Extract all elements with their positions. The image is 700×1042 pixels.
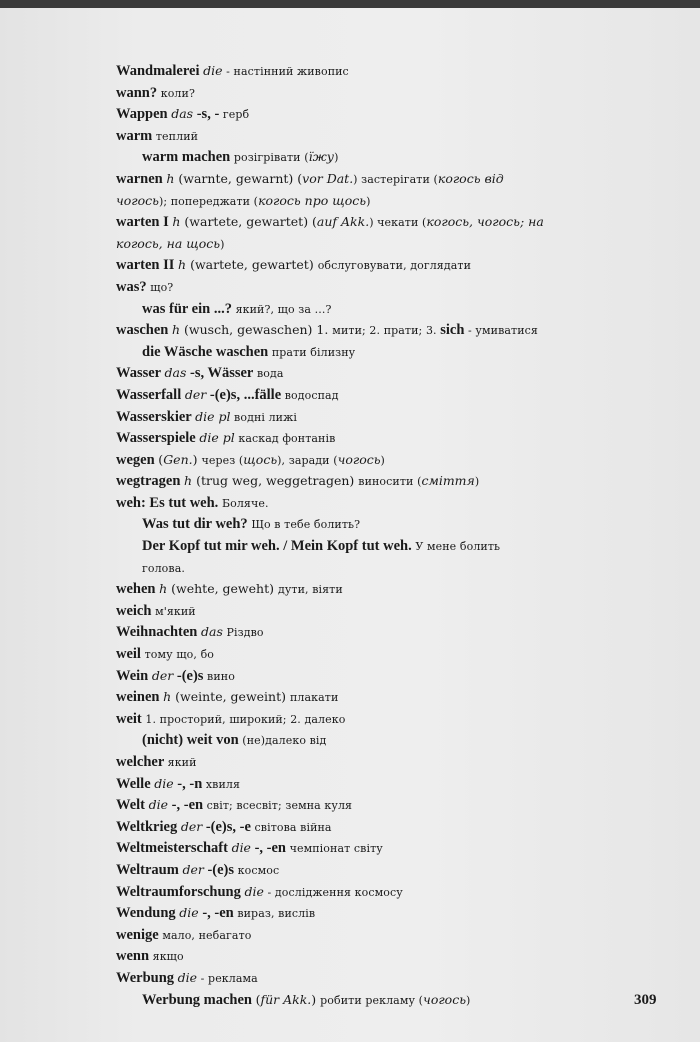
grammar-note: чогось xyxy=(116,192,159,208)
headword-text: wann? xyxy=(116,84,161,101)
entry-line xyxy=(116,61,616,83)
translation-text: ) xyxy=(192,451,202,467)
translation-text: розігрівати ( xyxy=(233,151,309,165)
translation-text: ) чекати ( xyxy=(369,216,427,230)
grammar-note: die xyxy=(154,775,174,791)
grammar-note: h xyxy=(159,581,168,597)
headword-text: welcher xyxy=(116,754,168,770)
headword-text: warnen xyxy=(116,170,167,187)
grammar-note: die pl xyxy=(199,430,235,446)
headword-text: Weltraumforschung xyxy=(116,883,245,900)
translation-text: вода xyxy=(253,367,284,381)
translation-text: дути, віяти xyxy=(277,583,343,597)
grammar-note: die xyxy=(231,840,251,856)
headword-text: Wasserspiele xyxy=(116,430,200,447)
entry-line xyxy=(116,644,616,666)
headword-text: warm xyxy=(116,127,156,144)
translation-text: (wusch, gewaschen) 1. xyxy=(180,322,333,338)
translation-text: - умиватися xyxy=(464,324,538,338)
sub-entry-line xyxy=(116,342,616,364)
translation-text: робити рекламу ( xyxy=(320,993,424,1007)
entry-line xyxy=(116,795,616,817)
entry-line xyxy=(116,255,616,277)
headword-text: -(e)s, -e xyxy=(202,818,251,835)
translation-text: плакати xyxy=(289,691,339,705)
translation-text: ) xyxy=(466,993,471,1007)
grammar-note: когось, чогось; на xyxy=(426,214,544,230)
translation-text: (weinte, geweint) xyxy=(171,689,290,705)
entry-line xyxy=(116,385,616,407)
translation-text: світ; всесвіт; земна куля xyxy=(203,799,353,813)
sub-entry-line xyxy=(116,990,616,1012)
translation-text: (не)далеко від xyxy=(242,734,327,748)
entry-line xyxy=(116,169,616,191)
grammar-note: der xyxy=(180,818,203,834)
entry-line xyxy=(116,471,616,493)
grammar-note: щось xyxy=(243,451,278,467)
sub-entry-line xyxy=(116,558,616,580)
translation-text: ) xyxy=(366,194,371,208)
entry-line xyxy=(116,450,616,472)
headword-text: die Wäsche waschen xyxy=(142,343,272,360)
translation-text: герб xyxy=(219,108,250,122)
translation-text: мало, небагато xyxy=(162,928,252,942)
translation-text: каскад фонтанів xyxy=(234,432,336,446)
headword-text: warten II xyxy=(116,257,179,274)
grammar-note: die pl xyxy=(195,408,231,424)
grammar-note: auf Akk. xyxy=(316,214,370,230)
page-number: 309 xyxy=(634,992,657,1008)
top-edge-bar xyxy=(0,0,700,8)
grammar-note: h xyxy=(184,473,193,489)
translation-text: вираз, вислів xyxy=(233,907,316,921)
sub-entry-line xyxy=(116,730,616,752)
translation-text: ) xyxy=(474,475,480,489)
headword-text: waschen xyxy=(116,322,172,339)
headword-text: sich xyxy=(440,322,465,339)
headword-text: Der Kopf tut mir weh. / Mein Kopf tut weh. xyxy=(142,538,416,555)
entry-line xyxy=(116,234,616,256)
translation-text: тому що, бо xyxy=(144,648,215,662)
translation-text: ) xyxy=(380,453,385,467)
translation-text: - настінний живопис xyxy=(222,65,349,78)
entry-line xyxy=(116,83,616,105)
translation-text: ) xyxy=(311,991,321,1007)
entry-line xyxy=(116,622,616,644)
headword-text: Wasserfall xyxy=(116,386,185,403)
translation-text: космос xyxy=(234,863,280,877)
sub-entry-line xyxy=(116,536,616,558)
headword-text: Welt xyxy=(116,797,149,814)
entry-line xyxy=(116,687,616,709)
grammar-note: їжу xyxy=(308,149,335,165)
grammar-note: für Akk. xyxy=(260,991,312,1007)
entry-line xyxy=(116,363,616,385)
translation-text: через ( xyxy=(201,453,244,467)
headword-text: weich xyxy=(116,602,156,619)
headword-text: warten I xyxy=(116,214,173,231)
headword-text: weit xyxy=(116,710,146,727)
grammar-note: die xyxy=(244,883,264,899)
translation-text: ( xyxy=(255,991,261,1007)
headword-text: -(e)s xyxy=(203,861,235,878)
sub-entry-line xyxy=(116,299,616,321)
headword-text: Wein xyxy=(116,667,152,684)
translation-text: світова війна xyxy=(250,820,332,834)
entry-line xyxy=(116,774,616,796)
headword-text: wegtragen xyxy=(116,473,185,490)
headword-text: Weltraum xyxy=(116,861,183,878)
headword-text: -(e)s, ...fälle xyxy=(206,386,282,403)
headword-text: warm machen xyxy=(142,149,234,166)
translation-text: - реклама xyxy=(197,971,258,985)
headword-text: Welle xyxy=(116,775,155,792)
grammar-note: die xyxy=(179,905,199,921)
translation-text: (wartete, gewartet) ( xyxy=(180,214,317,230)
translation-text: ) xyxy=(334,151,339,165)
headword-text: -(e)s xyxy=(173,667,204,684)
translation-text: голова. xyxy=(142,561,185,575)
translation-text: чемпіонат світу xyxy=(286,842,383,856)
grammar-note: die xyxy=(148,797,169,813)
grammar-note: das xyxy=(171,106,194,122)
grammar-note: Gen. xyxy=(163,451,193,467)
headword-text: weh: Es tut weh. xyxy=(116,494,222,511)
headword-text: wenn xyxy=(116,948,153,965)
entry-line xyxy=(116,407,616,429)
headword-text: -s, - xyxy=(193,106,220,123)
translation-text: (wartete, gewartet) xyxy=(186,257,318,273)
translation-text: (wehte, geweht) xyxy=(167,581,278,597)
grammar-note: h xyxy=(172,322,181,338)
grammar-note: чогось xyxy=(423,991,466,1007)
headword-text: Wendung xyxy=(116,905,180,922)
translation-text: ), заради ( xyxy=(277,453,338,467)
dictionary-entries xyxy=(116,61,616,1011)
entry-line xyxy=(116,126,616,148)
headword-text: Wandmalerei xyxy=(116,63,204,79)
grammar-note: die xyxy=(177,969,198,985)
headword-text: wenige xyxy=(116,926,163,943)
grammar-note: der xyxy=(182,861,204,877)
headword-text: Werbung xyxy=(116,969,178,986)
grammar-note: der xyxy=(151,667,174,683)
headword-text: Weltkrieg xyxy=(116,818,181,835)
entry-line xyxy=(116,666,616,688)
entry-line xyxy=(116,579,616,601)
headword-text: Weihnachten xyxy=(116,624,201,641)
translation-text: Що в тебе болить? xyxy=(251,518,361,532)
translation-text: У мене болить xyxy=(415,540,501,554)
translation-text: теплий xyxy=(155,129,199,143)
headword-text: wehen xyxy=(116,581,160,598)
headword-text: weinen xyxy=(116,689,164,706)
entry-line xyxy=(116,882,616,904)
translation-text: ) xyxy=(220,237,225,251)
translation-text: хвиля xyxy=(202,777,241,791)
headword-text: wegen xyxy=(116,451,159,468)
grammar-note: h xyxy=(172,214,181,230)
translation-text: який?, що за ...? xyxy=(235,302,332,316)
entry-line xyxy=(116,601,616,623)
headword-text: Weltmeisterschaft xyxy=(116,840,232,857)
sub-entry-line xyxy=(116,514,616,536)
translation-text: водні лижі xyxy=(230,410,297,424)
headword-text: was für ein ...? xyxy=(142,300,236,317)
grammar-note: vor Dat. xyxy=(302,170,354,186)
translation-text: прати білизну xyxy=(271,345,356,359)
headword-text: (nicht) weit von xyxy=(142,732,243,749)
headword-text: Was tut dir weh? xyxy=(142,516,252,533)
grammar-note: das xyxy=(201,624,223,640)
entry-line xyxy=(116,860,616,882)
translation-text: ); попереджати ( xyxy=(158,194,259,208)
entry-line xyxy=(116,428,616,450)
translation-text: якщо xyxy=(152,950,184,964)
entry-line xyxy=(116,946,616,968)
grammar-note: der xyxy=(184,386,207,402)
headword-text: -, -n xyxy=(173,775,203,792)
translation-text: Боляче. xyxy=(221,496,269,510)
entry-line xyxy=(116,191,616,213)
headword-text: weil xyxy=(116,646,145,663)
entry-line xyxy=(116,903,616,925)
entry-line xyxy=(116,320,616,342)
translation-text: виносити ( xyxy=(358,475,422,489)
headword-text: -, -en xyxy=(250,840,287,857)
entry-line xyxy=(116,709,616,731)
translation-text: ( xyxy=(158,451,164,467)
entry-line xyxy=(116,817,616,839)
translation-text: що? xyxy=(150,280,174,294)
grammar-note: h xyxy=(178,257,187,273)
translation-text: обслуговувати, доглядати xyxy=(317,259,471,273)
headword-text: -s, Wässer xyxy=(186,365,254,382)
headword-text: was? xyxy=(116,278,151,295)
grammar-note: h xyxy=(166,170,175,186)
headword-text: -, -en xyxy=(168,797,204,814)
grammar-note: чогось xyxy=(337,451,381,467)
headword-text: -, -en xyxy=(198,905,234,922)
grammar-note: die xyxy=(203,63,223,78)
translation-text: ) застерігати ( xyxy=(353,172,438,186)
entry-line xyxy=(116,838,616,860)
headword-text: Wasserskier xyxy=(116,408,196,425)
headword-text: Wappen xyxy=(116,106,172,123)
translation-text: Різдво xyxy=(222,626,264,640)
entry-line xyxy=(116,277,616,299)
entry-line xyxy=(116,752,616,774)
translation-text: (warnte, gewarnt) ( xyxy=(174,170,303,186)
translation-text: (trug weg, weggetragen) xyxy=(192,473,359,489)
grammar-note: сміття xyxy=(421,473,475,489)
grammar-note: das xyxy=(164,365,187,381)
translation-text: який xyxy=(167,756,197,769)
grammar-note: h xyxy=(163,689,172,705)
translation-text: вино xyxy=(203,669,235,683)
entry-line xyxy=(116,493,616,515)
translation-text: м'який xyxy=(155,604,196,618)
translation-text: коли? xyxy=(160,86,195,100)
translation-text: - дослідження космосу xyxy=(263,885,403,899)
entry-line xyxy=(116,968,616,990)
translation-text: 1. просторий, широкий; 2. далеко xyxy=(145,712,346,726)
entry-line xyxy=(116,104,616,126)
entry-line xyxy=(116,212,616,234)
grammar-note: когось від xyxy=(437,170,504,186)
entry-line xyxy=(116,925,616,947)
grammar-note: когось, на щось xyxy=(116,235,221,251)
sub-entry-line xyxy=(116,147,616,169)
translation-text: водоспад xyxy=(281,388,339,402)
dictionary-page xyxy=(0,8,700,1042)
headword-text: Wasser xyxy=(116,365,165,382)
grammar-note: когось про щось xyxy=(258,192,367,208)
headword-text: Werbung machen xyxy=(142,991,256,1008)
translation-text: мити; 2. прати; 3. xyxy=(332,324,441,338)
